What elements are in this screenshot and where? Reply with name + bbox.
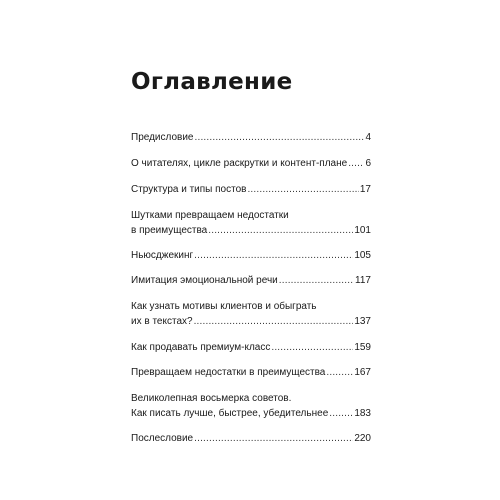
dot-leader — [194, 130, 364, 145]
toc-entry — [131, 365, 371, 380]
toc-page-number: 183 — [354, 408, 371, 419]
toc-entry-title: их в текстах? — [131, 316, 193, 327]
toc-entry — [131, 431, 371, 446]
toc-entry-title: Как писать лучше, быстрее, убедительнее — [131, 408, 329, 419]
toc-entry-title: Великолепная восьмерка советов. — [131, 393, 292, 404]
dot-leader — [348, 156, 364, 171]
toc-entry-title: Предисловие — [131, 132, 194, 143]
dot-leader — [326, 365, 353, 380]
toc-entry-title: Ньюсджекинг — [131, 250, 194, 261]
toc-entry-title: Превращаем недостатки в преимущества — [131, 367, 326, 378]
toc-entry — [131, 248, 371, 263]
toc-entry — [131, 299, 371, 329]
toc-entry — [131, 130, 371, 145]
toc-entry — [131, 182, 371, 197]
toc-page-number: 6 — [365, 158, 371, 169]
toc-entry-title: О читателях, цикле раскрутки и контент-плане — [131, 158, 348, 169]
toc-entry-title: Послесловие — [131, 433, 194, 444]
dot-leader — [208, 223, 353, 238]
dot-leader — [194, 431, 353, 446]
toc-entry — [131, 391, 371, 421]
toc-page-number: 137 — [354, 316, 371, 327]
toc-page-number: 4 — [365, 132, 371, 143]
toc-page-number: 167 — [354, 367, 371, 378]
toc-page-number: 101 — [354, 225, 371, 236]
toc-entry — [131, 340, 371, 355]
toc-page-number: 220 — [354, 433, 371, 444]
dot-leader — [194, 248, 353, 263]
toc-entry-title: в преимущества — [131, 225, 208, 236]
dot-leader — [247, 182, 358, 197]
toc-page-number: 105 — [354, 250, 371, 261]
toc-entry-title: Как продавать премиум-класс — [131, 342, 271, 353]
toc-entry — [131, 156, 371, 171]
toc-entry — [131, 208, 371, 238]
toc-entry-title: Как узнать мотивы клиентов и обыграть — [131, 301, 317, 312]
toc-entry-title: Структура и типы постов — [131, 184, 247, 195]
dot-leader — [194, 314, 354, 329]
toc-entry-title: Имитация эмоциональной речи — [131, 275, 278, 286]
toc-page-number: 17 — [359, 184, 371, 195]
toc-entry-title: Шутками превращаем недостатки — [131, 210, 289, 221]
dot-leader — [329, 406, 353, 421]
toc-title: Оглавление — [131, 69, 293, 95]
dot-leader — [279, 273, 354, 288]
toc-page-number: 117 — [355, 275, 371, 286]
dot-leader — [271, 340, 353, 355]
toc-page-number: 159 — [354, 342, 371, 353]
toc-entry — [131, 273, 371, 288]
